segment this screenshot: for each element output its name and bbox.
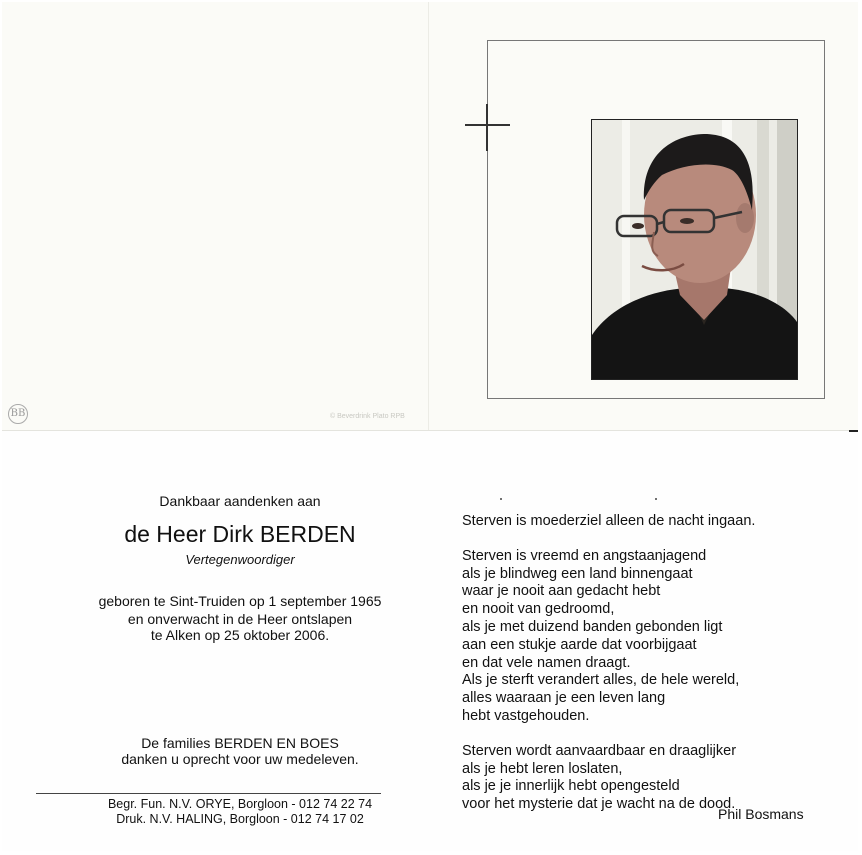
poem-line: Sterven is vreemd en angstaanjagend: [462, 547, 707, 564]
panel-front-left: [2, 2, 429, 430]
copyright-text: © Beverdrink Plato RPB: [330, 413, 405, 420]
poem-line: aan een stukje aarde dat voorbijgaat: [462, 636, 697, 653]
birth-line-2: en onverwacht in de Heer ontslapen: [127, 611, 353, 627]
poem-line: hebt vastgehouden.: [462, 707, 590, 724]
horizontal-fold-line: [2, 430, 858, 431]
poem: [462, 513, 755, 831]
deceased-name: de Heer Dirk BERDEN: [124, 521, 356, 547]
portrait-illustration: [592, 120, 798, 380]
poem-line: waar je nooit aan gedacht hebt: [462, 583, 661, 600]
poem-line: als je je innerlijk hebt opengesteld: [462, 778, 680, 795]
family-line-2: danken u oprecht voor uw medeleven.: [121, 751, 359, 767]
funeral-home-line: Begr. Fun. N.V. ORYE, Borgloon - 012 74 22 74: [107, 797, 373, 811]
poem-line: en nooit van gedroomd,: [462, 601, 615, 618]
poem-stanza: [462, 513, 755, 531]
poem-stanza: [462, 743, 755, 814]
edge-mark: [849, 430, 858, 432]
watermark-logo: BB: [8, 404, 28, 424]
poem-line: voor het mysterie dat je wacht na de dood.: [462, 796, 736, 813]
intro-text: Dankbaar aandenken aan: [159, 493, 321, 509]
poem-line: als je blindweg een land binnengaat: [462, 565, 693, 582]
occupation: Vertegenwoordiger: [185, 552, 295, 567]
poem-line: Sterven wordt aanvaardbaar en draaglijker: [462, 742, 737, 759]
poem-line: alles waaraan je een leven lang: [462, 690, 666, 707]
poem-line: Als je sterft verandert alles, de hele wereld,: [462, 672, 740, 689]
poem-line: als je hebt leren loslaten,: [462, 760, 623, 777]
poem-line: Sterven is moederziel alleen de nacht ingaan.: [462, 513, 756, 529]
divider-rule: [36, 793, 381, 794]
printer-line: Druk. N.V. HALING, Borgloon - 012 74 17 02: [116, 812, 364, 826]
poem-line: als je met duizend banden gebonden ligt: [462, 618, 723, 635]
dot-mark: [655, 498, 657, 500]
poem-line: en dat vele namen draagt.: [462, 654, 631, 671]
birth-line-1: geboren te Sint-Truiden op 1 september 1965: [98, 593, 382, 609]
cross-icon: [486, 104, 488, 151]
poem-stanza: [462, 548, 755, 726]
vertical-fold-line: [428, 2, 429, 430]
portrait-photo: [591, 119, 798, 380]
birth-line-3: te Alken op 25 oktober 2006.: [150, 627, 330, 643]
family-line-1: De families BERDEN EN BOES: [141, 735, 339, 751]
dot-mark: [500, 498, 502, 500]
poem-author: Phil Bosmans: [718, 806, 804, 822]
